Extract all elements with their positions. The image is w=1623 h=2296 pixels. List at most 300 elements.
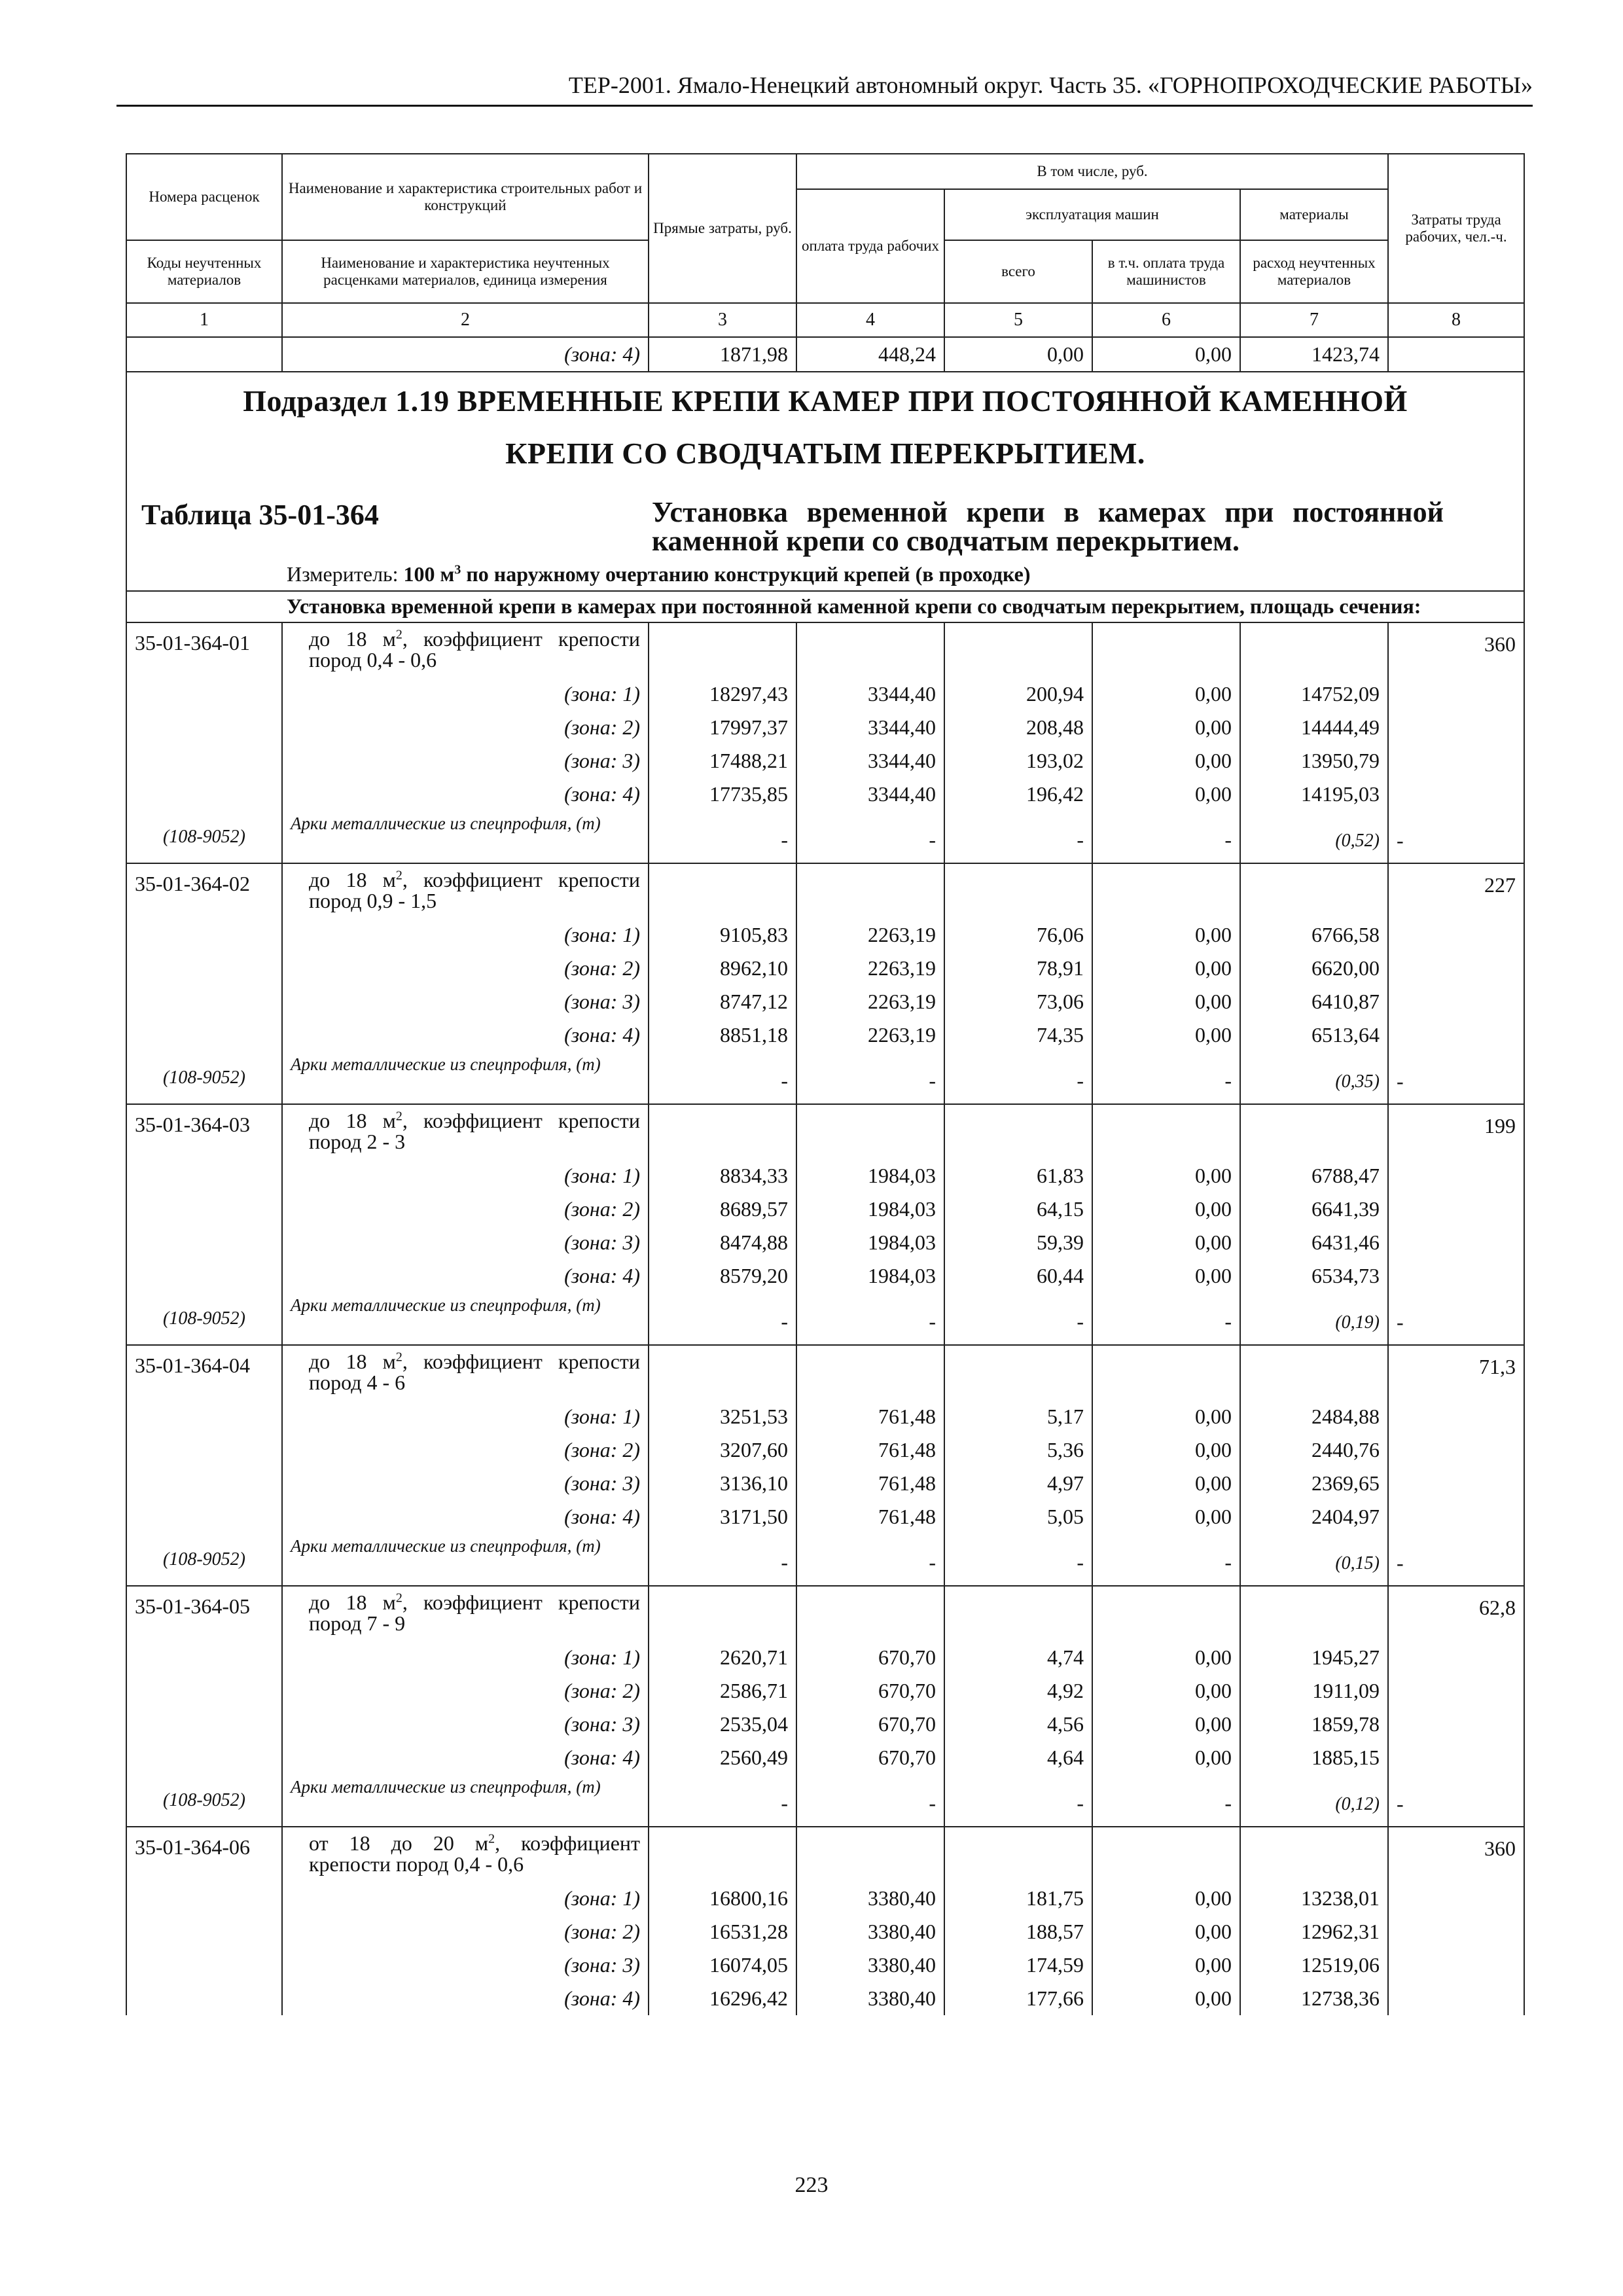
material-name: Арки металлические из спецпрофиля, (т) bbox=[282, 1774, 649, 1827]
material-code: (108-9052) bbox=[126, 1293, 282, 1345]
empty-cell bbox=[126, 1259, 282, 1293]
machines-cost: 208,48 bbox=[944, 711, 1092, 744]
materials-cost: 12962,31 bbox=[1240, 1915, 1388, 1948]
machines-cost: 4,92 bbox=[944, 1674, 1092, 1708]
empty-cell bbox=[126, 1467, 282, 1500]
empty-cell bbox=[1240, 1827, 1388, 1882]
zone-label: (зона: 3) bbox=[282, 744, 649, 778]
empty-cell bbox=[1388, 952, 1524, 985]
item-head-row bbox=[126, 863, 1524, 918]
empty-cell bbox=[1092, 1104, 1240, 1159]
zone-label: (зона: 1) bbox=[282, 1882, 649, 1915]
machines-pay: 0,00 bbox=[1092, 1159, 1240, 1193]
material-qty: (0,15) bbox=[1240, 1534, 1388, 1586]
zone-row bbox=[126, 918, 1524, 952]
materials-cost: 2440,76 bbox=[1240, 1433, 1388, 1467]
dash-cell: - bbox=[944, 1534, 1092, 1586]
materials-cost: 6513,64 bbox=[1240, 1018, 1388, 1052]
item-description bbox=[282, 1104, 649, 1159]
zone-label: (зона: 3) bbox=[282, 985, 649, 1018]
labor-pay: 2263,19 bbox=[796, 918, 944, 952]
machines-pay: 0,00 bbox=[1092, 1226, 1240, 1259]
prev-machines-pay: 0,00 bbox=[1092, 337, 1240, 372]
dash-cell: - bbox=[1388, 1052, 1524, 1104]
zone-label: (зона: 1) bbox=[282, 1400, 649, 1433]
empty-cell bbox=[126, 1641, 282, 1674]
zone-label: (зона: 4) bbox=[282, 1982, 649, 2015]
empty-cell bbox=[944, 863, 1092, 918]
empty-cell bbox=[1240, 1104, 1388, 1159]
dash-cell: - bbox=[1092, 1774, 1240, 1827]
item-code: 35-01-364-02 bbox=[126, 863, 282, 918]
col-name-bottom: Наименование и характеристика неучтенных расценками материалов, единица измерения bbox=[282, 240, 649, 303]
empty-cell bbox=[126, 711, 282, 744]
zone-row bbox=[126, 1159, 1524, 1193]
empty-cell bbox=[944, 622, 1092, 677]
materials-cost: 6410,87 bbox=[1240, 985, 1388, 1018]
materials-cost: 6431,46 bbox=[1240, 1226, 1388, 1259]
zone-row bbox=[126, 952, 1524, 985]
col-labor-pay: оплата труда рабочих bbox=[796, 189, 944, 303]
machines-pay: 0,00 bbox=[1092, 1948, 1240, 1982]
zone-label: (зона: 4) bbox=[282, 1741, 649, 1774]
labor-pay: 670,70 bbox=[796, 1741, 944, 1774]
item-code: 35-01-364-04 bbox=[126, 1345, 282, 1400]
direct-cost: 18297,43 bbox=[649, 677, 796, 711]
zone-row bbox=[126, 1193, 1524, 1226]
labor-pay: 1984,03 bbox=[796, 1193, 944, 1226]
empty-cell bbox=[1092, 1586, 1240, 1641]
zone-row bbox=[126, 1259, 1524, 1293]
dash-cell: - bbox=[649, 1774, 796, 1827]
machines-cost: 4,64 bbox=[944, 1741, 1092, 1774]
col-num-2: 2 bbox=[282, 303, 649, 337]
empty-cell bbox=[126, 952, 282, 985]
empty-cell bbox=[1388, 1159, 1524, 1193]
direct-cost: 9105,83 bbox=[649, 918, 796, 952]
materials-cost: 6641,39 bbox=[1240, 1193, 1388, 1226]
dash-cell: - bbox=[1092, 1293, 1240, 1345]
empty-cell bbox=[1388, 985, 1524, 1018]
material-code: (108-9052) bbox=[126, 811, 282, 863]
material-name: Арки металлические из спецпрофиля, (т) bbox=[282, 811, 649, 863]
machines-pay: 0,00 bbox=[1092, 1400, 1240, 1433]
meter-label: Измеритель: bbox=[287, 562, 399, 586]
empty-cell bbox=[1388, 1708, 1524, 1741]
zone-row bbox=[126, 1400, 1524, 1433]
empty-cell bbox=[1388, 1433, 1524, 1467]
dash-cell: - bbox=[649, 1052, 796, 1104]
zone-label: (зона: 1) bbox=[282, 677, 649, 711]
item-code: 35-01-364-05 bbox=[126, 1586, 282, 1641]
item-description bbox=[282, 622, 649, 677]
empty-cell bbox=[126, 1193, 282, 1226]
material-name: Арки металлические из спецпрофиля, (т) bbox=[282, 1052, 649, 1104]
machines-pay: 0,00 bbox=[1092, 1193, 1240, 1226]
material-name: Арки металлические из спецпрофиля, (т) bbox=[282, 1293, 649, 1345]
zone-row bbox=[126, 1433, 1524, 1467]
dash-cell: - bbox=[1388, 1534, 1524, 1586]
direct-cost: 8474,88 bbox=[649, 1226, 796, 1259]
col-name-top: Наименование и характеристика строительных работ и конструкций bbox=[282, 154, 649, 240]
col-machines-total: всего bbox=[944, 240, 1092, 303]
item-head-row bbox=[126, 622, 1524, 677]
direct-cost: 2586,71 bbox=[649, 1674, 796, 1708]
direct-cost: 8689,57 bbox=[649, 1193, 796, 1226]
zone-label: (зона: 3) bbox=[282, 1948, 649, 1982]
col-machines: эксплуатация машин bbox=[944, 189, 1240, 240]
empty-cell bbox=[1240, 1345, 1388, 1400]
machines-pay: 0,00 bbox=[1092, 1741, 1240, 1774]
material-code: (108-9052) bbox=[126, 1534, 282, 1586]
direct-cost: 16074,05 bbox=[649, 1948, 796, 1982]
item-labor: 360 bbox=[1388, 622, 1524, 677]
empty-cell bbox=[1388, 1500, 1524, 1534]
item-code: 35-01-364-03 bbox=[126, 1104, 282, 1159]
direct-cost: 16296,42 bbox=[649, 1982, 796, 2015]
machines-cost: 4,97 bbox=[944, 1467, 1092, 1500]
materials-cost: 12519,06 bbox=[1240, 1948, 1388, 1982]
material-code: (108-9052) bbox=[126, 1774, 282, 1827]
machines-pay: 0,00 bbox=[1092, 985, 1240, 1018]
prev-direct: 1871,98 bbox=[649, 337, 796, 372]
material-row bbox=[126, 1774, 1524, 1827]
machines-cost: 5,36 bbox=[944, 1433, 1092, 1467]
empty-cell bbox=[1240, 863, 1388, 918]
empty-cell bbox=[796, 863, 944, 918]
empty-cell bbox=[126, 1741, 282, 1774]
machines-pay: 0,00 bbox=[1092, 1674, 1240, 1708]
materials-cost: 6620,00 bbox=[1240, 952, 1388, 985]
direct-cost: 3207,60 bbox=[649, 1433, 796, 1467]
desc-sup: 2 bbox=[395, 1350, 402, 1365]
direct-cost: 8579,20 bbox=[649, 1259, 796, 1293]
empty-cell bbox=[126, 1159, 282, 1193]
zone-row bbox=[126, 1641, 1524, 1674]
material-row bbox=[126, 1534, 1524, 1586]
dash-cell: - bbox=[1092, 811, 1240, 863]
meter-sup: 3 bbox=[454, 562, 461, 577]
zone-label: (зона: 4) bbox=[282, 1018, 649, 1052]
materials-cost: 2484,88 bbox=[1240, 1400, 1388, 1433]
direct-cost: 3171,50 bbox=[649, 1500, 796, 1534]
item-head-row bbox=[126, 1586, 1524, 1641]
empty-cell bbox=[1092, 863, 1240, 918]
empty-cell bbox=[1388, 1982, 1524, 2015]
materials-cost: 12738,36 bbox=[1240, 1982, 1388, 2015]
zone-label: (зона: 4) bbox=[282, 1259, 649, 1293]
materials-cost: 14444,49 bbox=[1240, 711, 1388, 744]
empty-cell bbox=[1092, 1827, 1240, 1882]
price-table bbox=[126, 153, 1525, 2015]
material-row bbox=[126, 1293, 1524, 1345]
item-description bbox=[282, 1345, 649, 1400]
dash-cell: - bbox=[649, 811, 796, 863]
zone-label: (зона: 4) bbox=[282, 1500, 649, 1534]
empty-cell bbox=[1388, 1400, 1524, 1433]
desc-part: до 18 м bbox=[309, 868, 396, 891]
material-row bbox=[126, 811, 1524, 863]
labor-pay: 3344,40 bbox=[796, 677, 944, 711]
empty-cell bbox=[1388, 1741, 1524, 1774]
col-machines-pay: в т.ч. оплата труда машинистов bbox=[1092, 240, 1240, 303]
zone-row bbox=[126, 677, 1524, 711]
desc-sup: 2 bbox=[395, 1109, 402, 1124]
zone-row bbox=[126, 711, 1524, 744]
direct-cost: 8834,33 bbox=[649, 1159, 796, 1193]
desc-sup: 2 bbox=[395, 868, 402, 883]
dash-cell: - bbox=[1092, 1534, 1240, 1586]
empty-cell bbox=[126, 1018, 282, 1052]
col-direct: Прямые затраты, руб. bbox=[649, 154, 796, 303]
empty-cell bbox=[126, 1500, 282, 1534]
labor-pay: 670,70 bbox=[796, 1674, 944, 1708]
labor-pay: 1984,03 bbox=[796, 1159, 944, 1193]
empty-cell bbox=[1092, 622, 1240, 677]
empty-cell bbox=[1388, 918, 1524, 952]
dash-cell: - bbox=[796, 811, 944, 863]
zone-label: (зона: 2) bbox=[282, 1674, 649, 1708]
direct-cost: 16531,28 bbox=[649, 1915, 796, 1948]
direct-cost: 8747,12 bbox=[649, 985, 796, 1018]
desc-part: , коэффициент крепости пород 0,4 - 0,6 bbox=[309, 627, 640, 672]
direct-cost: 3136,10 bbox=[649, 1467, 796, 1500]
labor-pay: 761,48 bbox=[796, 1433, 944, 1467]
materials-cost: 1911,09 bbox=[1240, 1674, 1388, 1708]
zone-row bbox=[126, 1500, 1524, 1534]
desc-part: до 18 м bbox=[309, 1590, 396, 1614]
zone-label: (зона: 3) bbox=[282, 1467, 649, 1500]
desc-part: до 18 м bbox=[309, 1350, 396, 1373]
zone-label: (зона: 2) bbox=[282, 952, 649, 985]
empty-cell bbox=[649, 1586, 796, 1641]
empty-cell bbox=[126, 677, 282, 711]
zone-label: (зона: 1) bbox=[282, 1641, 649, 1674]
zone-label: (зона: 1) bbox=[282, 918, 649, 952]
desc-part: , коэффициент крепости пород 0,9 - 1,5 bbox=[309, 868, 640, 912]
header-rule bbox=[116, 105, 1533, 107]
labor-pay: 761,48 bbox=[796, 1400, 944, 1433]
col-num-3: 3 bbox=[649, 303, 796, 337]
meter-value: 100 м bbox=[403, 562, 455, 586]
machines-cost: 59,39 bbox=[944, 1226, 1092, 1259]
empty-cell bbox=[944, 1345, 1092, 1400]
desc-sup: 2 bbox=[488, 1831, 495, 1846]
materials-cost: 1885,15 bbox=[1240, 1741, 1388, 1774]
machines-pay: 0,00 bbox=[1092, 1467, 1240, 1500]
empty-cell bbox=[649, 1827, 796, 1882]
desc-sup: 2 bbox=[395, 627, 402, 642]
zone-row bbox=[126, 1708, 1524, 1741]
zone-label: (зона: 2) bbox=[282, 1915, 649, 1948]
zone-label: (зона: 2) bbox=[282, 1193, 649, 1226]
labor-pay: 761,48 bbox=[796, 1467, 944, 1500]
labor-pay: 3380,40 bbox=[796, 1948, 944, 1982]
materials-cost: 6766,58 bbox=[1240, 918, 1388, 952]
zone-row bbox=[126, 1882, 1524, 1915]
dash-cell: - bbox=[1388, 1774, 1524, 1827]
empty-cell bbox=[126, 1226, 282, 1259]
labor-pay: 2263,19 bbox=[796, 985, 944, 1018]
zone-row bbox=[126, 1948, 1524, 1982]
empty-cell bbox=[126, 985, 282, 1018]
zone-row bbox=[126, 1018, 1524, 1052]
labor-pay: 670,70 bbox=[796, 1708, 944, 1741]
machines-cost: 181,75 bbox=[944, 1882, 1092, 1915]
zone-label: (зона: 1) bbox=[282, 1159, 649, 1193]
machines-cost: 78,91 bbox=[944, 952, 1092, 985]
direct-cost: 16800,16 bbox=[649, 1882, 796, 1915]
empty-cell bbox=[1388, 1226, 1524, 1259]
zone-row bbox=[126, 1226, 1524, 1259]
machines-cost: 76,06 bbox=[944, 918, 1092, 952]
dash-cell: - bbox=[1092, 1052, 1240, 1104]
item-head-row bbox=[126, 1345, 1524, 1400]
dash-cell: - bbox=[649, 1534, 796, 1586]
material-code: (108-9052) bbox=[126, 1052, 282, 1104]
col-code-top: Номера расценок bbox=[126, 154, 282, 240]
machines-cost: 196,42 bbox=[944, 778, 1092, 811]
subsection-row bbox=[126, 372, 1524, 591]
materials-cost: 6534,73 bbox=[1240, 1259, 1388, 1293]
meter-rest: по наружному очертанию конструкций крепей (в проходке) bbox=[466, 562, 1031, 586]
machines-cost: 188,57 bbox=[944, 1915, 1092, 1948]
zone-row bbox=[126, 744, 1524, 778]
materials-cost: 14195,03 bbox=[1240, 778, 1388, 811]
direct-cost: 2535,04 bbox=[649, 1708, 796, 1741]
running-header: ТЕР-2001. Ямало-Ненецкий автономный округ. Часть 35. «ГОРНОПРОХОДЧЕСКИЕ РАБОТЫ» bbox=[568, 72, 1533, 98]
direct-cost: 2620,71 bbox=[649, 1641, 796, 1674]
desc-part: до 18 м bbox=[309, 627, 396, 651]
machines-cost: 61,83 bbox=[944, 1159, 1092, 1193]
desc-part: до 18 м bbox=[309, 1109, 396, 1132]
dash-cell: - bbox=[1388, 1293, 1524, 1345]
empty-cell bbox=[649, 1345, 796, 1400]
zone-row bbox=[126, 1915, 1524, 1948]
item-description bbox=[282, 1827, 649, 1882]
material-qty: (0,19) bbox=[1240, 1293, 1388, 1345]
prev-machines: 0,00 bbox=[944, 337, 1092, 372]
materials-cost: 1859,78 bbox=[1240, 1708, 1388, 1741]
machines-cost: 4,74 bbox=[944, 1641, 1092, 1674]
dash-cell: - bbox=[796, 1052, 944, 1104]
item-head-row bbox=[126, 1827, 1524, 1882]
page-number: 223 bbox=[794, 2173, 829, 2197]
empty-cell bbox=[1388, 1467, 1524, 1500]
col-labor: Затраты труда рабочих, чел.-ч. bbox=[1388, 154, 1524, 303]
col-materials-unrec: расход неучтенных материалов bbox=[1240, 240, 1388, 303]
labor-pay: 3344,40 bbox=[796, 744, 944, 778]
zone-label: (зона: 2) bbox=[282, 711, 649, 744]
empty-cell bbox=[944, 1104, 1092, 1159]
direct-cost: 17735,85 bbox=[649, 778, 796, 811]
item-labor: 227 bbox=[1388, 863, 1524, 918]
machines-pay: 0,00 bbox=[1092, 1882, 1240, 1915]
machines-pay: 0,00 bbox=[1092, 677, 1240, 711]
machines-pay: 0,00 bbox=[1092, 1915, 1240, 1948]
empty-cell bbox=[126, 1948, 282, 1982]
labor-pay: 670,70 bbox=[796, 1641, 944, 1674]
machines-cost: 64,15 bbox=[944, 1193, 1092, 1226]
zone-row bbox=[126, 1674, 1524, 1708]
col-num-7: 7 bbox=[1240, 303, 1388, 337]
col-num-5: 5 bbox=[944, 303, 1092, 337]
empty-cell bbox=[796, 622, 944, 677]
zone-label: (зона: 3) bbox=[282, 1226, 649, 1259]
empty-cell bbox=[796, 1345, 944, 1400]
empty-cell bbox=[1388, 778, 1524, 811]
desc-part: , коэффициент крепости пород 0,4 - 0,6 bbox=[309, 1831, 640, 1876]
machines-pay: 0,00 bbox=[1092, 1500, 1240, 1534]
direct-cost: 3251,53 bbox=[649, 1400, 796, 1433]
empty-cell bbox=[1388, 1948, 1524, 1982]
labor-pay: 3380,40 bbox=[796, 1915, 944, 1948]
table-meter bbox=[127, 562, 1524, 586]
materials-cost: 14752,09 bbox=[1240, 677, 1388, 711]
material-qty: (0,52) bbox=[1240, 811, 1388, 863]
empty-cell bbox=[944, 1586, 1092, 1641]
machines-cost: 5,05 bbox=[944, 1500, 1092, 1534]
empty-cell bbox=[796, 1827, 944, 1882]
item-description bbox=[282, 863, 649, 918]
material-name: Арки металлические из спецпрофиля, (т) bbox=[282, 1534, 649, 1586]
empty-cell bbox=[126, 1433, 282, 1467]
machines-pay: 0,00 bbox=[1092, 1259, 1240, 1293]
direct-cost: 17488,21 bbox=[649, 744, 796, 778]
col-num-6: 6 bbox=[1092, 303, 1240, 337]
col-code-bottom: Коды неучтенных материалов bbox=[126, 240, 282, 303]
direct-cost: 8851,18 bbox=[649, 1018, 796, 1052]
materials-cost: 1945,27 bbox=[1240, 1641, 1388, 1674]
zone-row bbox=[126, 778, 1524, 811]
empty-cell bbox=[796, 1586, 944, 1641]
zone-row bbox=[126, 1741, 1524, 1774]
dash-cell: - bbox=[796, 1293, 944, 1345]
empty-cell bbox=[1388, 1915, 1524, 1948]
machines-pay: 0,00 bbox=[1092, 952, 1240, 985]
empty-cell bbox=[1388, 1018, 1524, 1052]
dash-cell: - bbox=[944, 811, 1092, 863]
desc-part: , коэффициент крепости пород 7 - 9 bbox=[309, 1590, 640, 1635]
empty-cell bbox=[1388, 1259, 1524, 1293]
col-incl: В том числе, руб. bbox=[796, 154, 1388, 189]
zone-row bbox=[126, 985, 1524, 1018]
machines-cost: 4,56 bbox=[944, 1708, 1092, 1741]
empty-cell bbox=[126, 1400, 282, 1433]
machines-pay: 0,00 bbox=[1092, 1641, 1240, 1674]
item-description bbox=[282, 1586, 649, 1641]
machines-cost: 193,02 bbox=[944, 744, 1092, 778]
materials-cost: 13950,79 bbox=[1240, 744, 1388, 778]
labor-pay: 3380,40 bbox=[796, 1882, 944, 1915]
machines-cost: 74,35 bbox=[944, 1018, 1092, 1052]
materials-cost: 13238,01 bbox=[1240, 1882, 1388, 1915]
materials-cost: 6788,47 bbox=[1240, 1159, 1388, 1193]
dash-cell: - bbox=[796, 1774, 944, 1827]
labor-pay: 3380,40 bbox=[796, 1982, 944, 2015]
desc-sup: 2 bbox=[395, 1590, 402, 1605]
material-qty: (0,35) bbox=[1240, 1052, 1388, 1104]
item-labor: 199 bbox=[1388, 1104, 1524, 1159]
materials-cost: 2369,65 bbox=[1240, 1467, 1388, 1500]
empty-cell bbox=[126, 744, 282, 778]
subsection-title-line1: Подраздел 1.19 ВРЕМЕННЫЕ КРЕПИ КАМЕР ПРИ ПОСТОЯННОЙ КАМЕННОЙ bbox=[243, 384, 1408, 418]
subsection-title-line2: КРЕПИ СО СВОДЧАТЫМ ПЕРЕКРЫТИЕМ. bbox=[505, 437, 1145, 470]
empty-cell bbox=[1388, 1674, 1524, 1708]
machines-cost: 73,06 bbox=[944, 985, 1092, 1018]
desc-part: , коэффициент крепости пород 4 - 6 bbox=[309, 1350, 640, 1394]
machines-pay: 0,00 bbox=[1092, 778, 1240, 811]
